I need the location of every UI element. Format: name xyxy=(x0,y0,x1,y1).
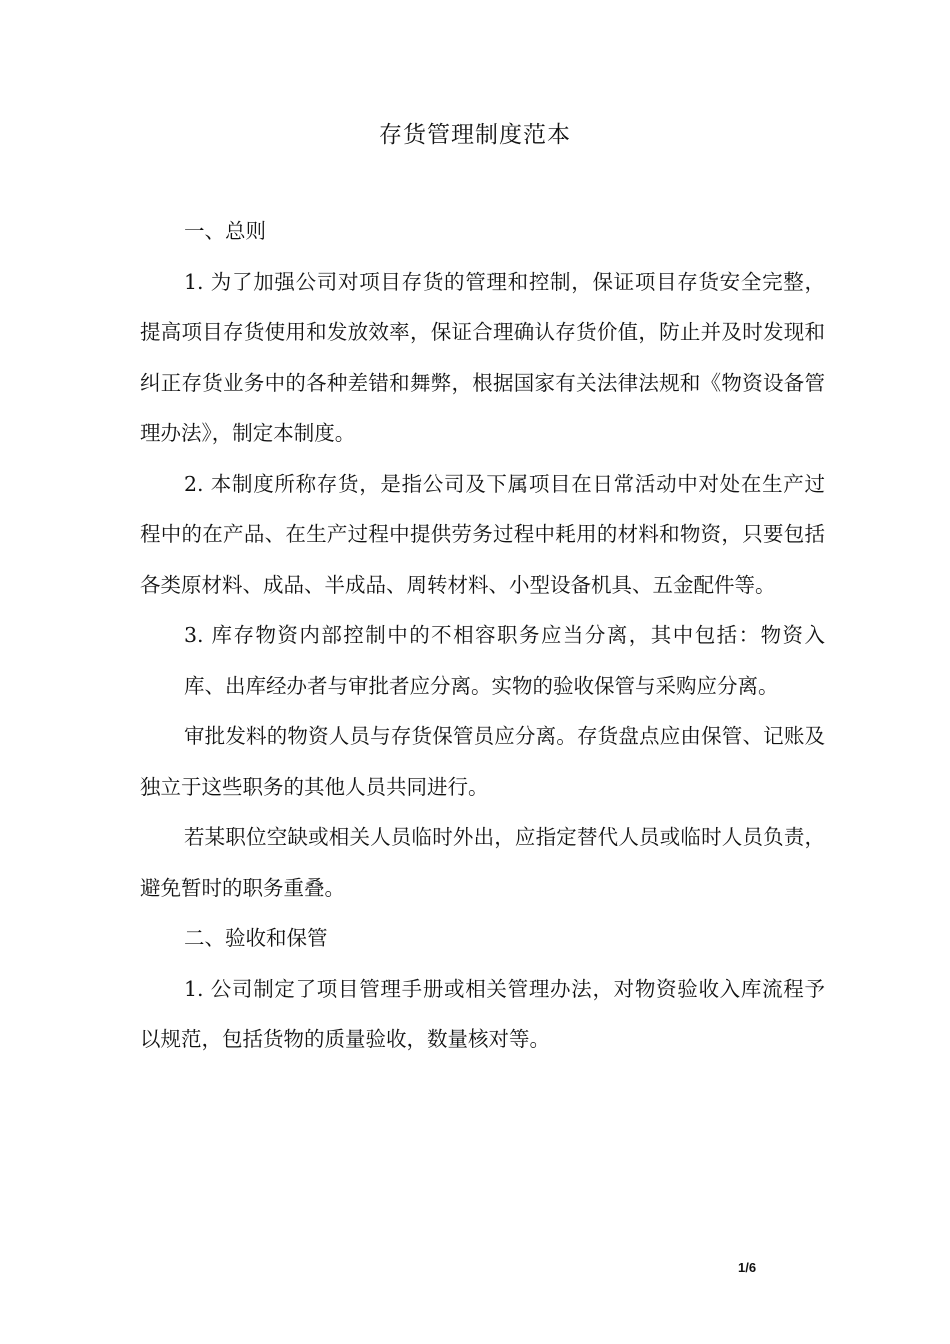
section-heading-general: 一、总则 xyxy=(184,219,266,243)
page-number: 1/6 xyxy=(738,1260,757,1275)
paragraph-1: 1. 为了加强公司对项目存货的管理和控制，保证项目存货安全完整，提高项目存货使用和发放效率，保证合理确认存货价值，防止并及时发现和纠正存货业务中的各种差错和舞弊，根据国家有关法律法规和《物资设备管理办法》，制定本制度。 xyxy=(140,269,825,445)
paragraph-3: 3. 库存物资内部控制中的不相容职务应当分离，其中包括：物资入库、出库经办者与审批者应分离。实物的验收保管与采购应分离。 xyxy=(184,623,825,698)
page-title: 存货管理制度范本 xyxy=(379,122,571,148)
paragraph-4: 审批发料的物资人员与存货保管员应分离。存货盘点应由保管、记账及独立于这些职务的其他人员共同进行。 xyxy=(140,724,825,799)
paragraph-2: 2. 本制度所称存货，是指公司及下属项目在日常活动中对处在生产过程中的在产品、在生产过程中提供劳务过程中耗用的材料和物资，只要包括各类原材料、成品、半成品、周转材料、小型设备机具、五金配件等。 xyxy=(140,471,825,597)
section-heading-acceptance: 二、验收和保管 xyxy=(184,926,328,950)
paragraph-6: 1. 公司制定了项目管理手册或相关管理办法，对物资验收入库流程予以规范，包括货物的质量验收，数量核对等。 xyxy=(140,976,825,1051)
paragraph-5: 若某职位空缺或相关人员临时外出，应指定替代人员或临时人员负责，避免暂时的职务重叠。 xyxy=(140,825,825,900)
document-body xyxy=(140,206,825,1065)
